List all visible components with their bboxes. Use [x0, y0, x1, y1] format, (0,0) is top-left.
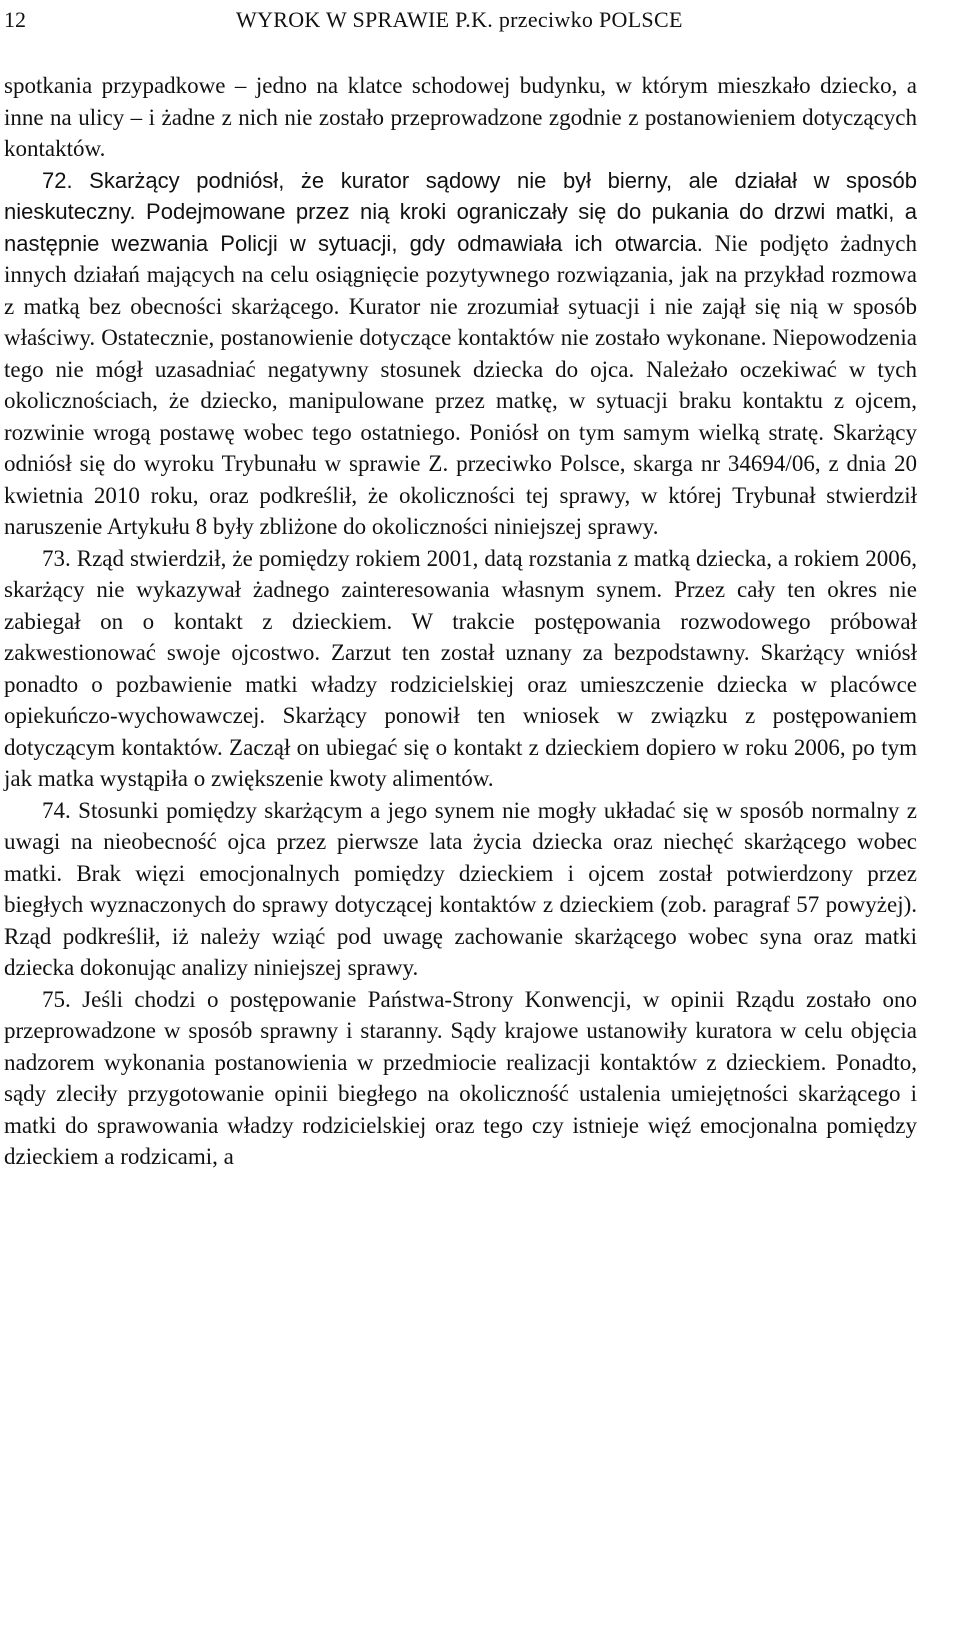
paragraph-75: [4, 984, 917, 1173]
paragraph-74: [4, 795, 917, 984]
page-number: 12: [4, 7, 26, 32]
page-header: [4, 0, 917, 40]
text-segment: Nie podjęto żadnych innych działań mających na celu osiągnięcie pozytywnego rozwiązania, jak na przykład rozmowa z matką bez obecności skarżącego. Kurator nie zrozumiał sytuacji i nie zajął się nią w sposób właściwy. Ostatecznie, postanowienie dotyczące kontaktów nie zostało wykonane. Niepowodzenia tego nie mógł uzasadniać negatywny stosunek dziecka do ojca. Należało oczekiwać w tych okolicznościach, że dziecko, manipulowane przez matkę, w sytuacji braku kontaktu z ojcem, rozwinie wrogą postawę wobec tego ostatniego. Poniósł on tym samym wielką stratę. Skarżący odniósł się do wyroku Trybunału w sprawie Z. przeciwko Polsce, skarga nr 34694/06, z dnia 20 kwietnia 2010 roku, oraz podkreślił, że okoliczności tej sprawy, w której Trybunał stwierdził naruszenie Artykułu 8 były zbliżone do okoliczności niniejszej sprawy.: [4, 230, 917, 539]
paragraph-73: [4, 543, 917, 795]
document-page: [4, 0, 917, 1173]
text-segment: 74. Stosunki pomiędzy skarżącym a jego synem nie mogły układać się w sposób normalny z uwagi na nieobecność ojca przez pierwsze lata życia dziecka oraz niechęć skarżącego wobec matki. Brak więzi emocjonalnych pomiędzy dzieckiem i ojcem został potwierdzony przez biegłych wyznaczonych do sprawy dotyczącej kontaktów z dzieckiem (zob. paragraf 57 powyżej). Rząd podkreślił, iż należy wziąć pod uwagę zachowanie skarżącego wobec syna oraz matki dziecka dokonując analizy niniejszej sprawy.: [4, 797, 917, 980]
running-title: WYROK W SPRAWIE P.K. przeciwko POLSCE: [236, 7, 683, 32]
text-segment: 72. Skarżący podniósł, że kurator sądowy nie był bierny, ale działał w sposób nieskuteczny. Podejmowane przez nią kroki ograniczały się do pukania do drzwi matki, a następnie wezwania Policji w sytuacji, gdy odmawiała ich otwarcia.: [4, 167, 917, 256]
text-segment: 75. Jeśli chodzi o postępowanie Państwa-Strony Konwencji, w opinii Rządu zostało ono przeprowadzone w sposób sprawny i staranny. Sądy krajowe ustanowiły kuratora w celu objęcia nadzorem wykonania postanowienia w przedmiocie realizacji kontaktów z dzieckiem. Ponadto, sądy zleciły przygotowanie opinii biegłego na okoliczność ustalenia umiejętności skarżącego i matki do sprawowania władzy rodzicielskiej oraz tego czy istnieje więź emocjonalna pomiędzy dzieckiem a rodzicami, a: [4, 986, 917, 1169]
text-segment: 73. Rząd stwierdził, że pomiędzy rokiem 2001, datą rozstania z matką dziecka, a rokiem 2006, skarżący nie wykazywał żadnego zainteresowania własnym synem. Przez cały ten okres nie zabiegał on o kontakt z dzieckiem. W trakcie postępowania rozwodowego próbował zakwestionować swoje ojcostwo. Zarzut ten został uznany za bezpodstawny. Skarżący wniósł ponadto o pozbawienie matki władzy rodzicielskiej oraz umieszczenie dziecka w placówce opiekuńczo-wychowawczej. Skarżący ponowił ten wniosek w związku z postępowaniem dotyczącym kontaktów. Zaczął on ubiegać się o kontakt z dzieckiem dopiero w roku 2006, po tym jak matka wystąpiła o zwiększenie kwoty alimentów.: [4, 545, 917, 791]
text-segment: spotkania przypadkowe – jedno na klatce schodowej budynku, w którym mieszkało dziecko, a inne na ulicy – i żadne z nich nie zostało przeprowadzone zgodnie z postanowieniem dotyczących kontaktów.: [4, 73, 917, 161]
paragraph-71-continuation: [4, 70, 917, 165]
body-text: [4, 70, 917, 1173]
paragraph-72: [4, 165, 917, 543]
